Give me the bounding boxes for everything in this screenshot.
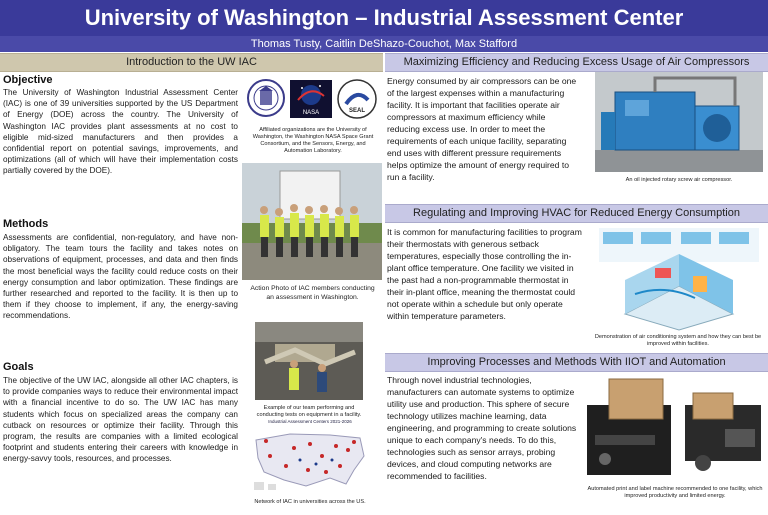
methods-text: Assessments are confidential, non-regulatory, and have non-obligatory. The team tours the facility and takes notes on observations of equipment, processes, and data and then finds the most beneficial ways the facility could reduce costs on their energy consumption and labor optimization. These findings are further researched and reported to the facility. It is then up to them if they choose to implement, if any, the energy-saving recommendations. bbox=[3, 233, 238, 321]
poster-title: University of Washington – Industrial Assessment Center bbox=[0, 0, 768, 36]
compressor-caption: An oil injected rotary screw air compressor. bbox=[625, 177, 733, 183]
objective-text: The University of Washington Industrial Assessment Center (IAC) is one of 39 universities supported by the US Department of Energy (DOE) across the country. The University of Washington IAC provides plant assessments at no cost to eligible mid-sized manufacturers and then provides a confidential report on potential savings, improvements, and optimizations (all of which will have their implementation costs partially covered by the DOE). bbox=[3, 88, 238, 176]
seal-lab-logo bbox=[336, 78, 378, 120]
goals-text: The objective of the UW IAC, alongside all other IAC chapters, is to provide companies ways to reduce their environmental impact with a financial incentive to do so. The UW IAC has many students which focus on specialized areas the company can cutback on resources or optimize their facility. Through this program, the results are companies with a limited ecological footprint and students entering their careers with knowledge in energy-savvy tools, resources, and processes. bbox=[3, 376, 238, 464]
hvac-diagram-image bbox=[595, 224, 763, 334]
team-assessment-photo bbox=[242, 163, 382, 280]
nasa-logo-text: NASA bbox=[302, 110, 320, 116]
intro-header: Introduction to the UW IAC bbox=[0, 53, 383, 72]
equipment-testing-photo bbox=[255, 322, 363, 400]
team-photo-caption: Action Photo of IAC members conducting an assessment in Washington. bbox=[250, 285, 375, 301]
equipment-photo-caption: Example of our team performing and conducting tests on equipment in a facility. bbox=[256, 405, 362, 418]
iac-network-map bbox=[250, 418, 370, 496]
compressors-header: Maximizing Efficiency and Reducing Excess Usage of Air Compressors bbox=[385, 53, 768, 72]
print-label-machine-image bbox=[585, 375, 765, 483]
nasa-space-grant-logo bbox=[290, 80, 332, 118]
goals-heading: Goals bbox=[3, 361, 34, 373]
iiot-header: Improving Processes and Methods With IIOT and Automation bbox=[385, 353, 768, 372]
logos-caption: Affiliated organizations are the University of Washington, the Washington NASA Space Grant Consortium, and the Sensors, Energy, and Automation Laboratory. bbox=[252, 127, 374, 154]
map-title: Industrial Assessment Centers 2021-2026 bbox=[268, 419, 352, 424]
methods-heading: Methods bbox=[3, 218, 49, 230]
air-compressor-image bbox=[595, 72, 763, 172]
objective-heading: Objective bbox=[3, 74, 53, 86]
uw-seal-logo bbox=[246, 78, 286, 118]
iiot-caption: Automated print and label machine recommended to one facility, which improved productivity and limited energy. bbox=[587, 486, 763, 499]
map-caption: Network of IAC in universities across the US. bbox=[254, 499, 366, 505]
hvac-header: Regulating and Improving HVAC for Reduced Energy Consumption bbox=[385, 204, 768, 223]
compressors-text: Energy consumed by air compressors can be one of the largest expenses within a manufacturing facility. It is important that facilities operate air compressors at maximum efficiency while reducing excess use. In order to meet the requirements of each unique facility, separating end uses with different pressure requirements helps optimize the amount of energy required to run a facility. bbox=[387, 76, 577, 182]
hvac-caption: Demonstration of air conditioning system and how they can best be improved within facilities. bbox=[594, 334, 762, 347]
seal-logo-text: SEAL bbox=[348, 108, 366, 114]
poster-authors: Thomas Tusty, Caitlin DeShazo-Couchot, Max Stafford bbox=[0, 36, 768, 52]
iiot-text: Through novel industrial technologies, manufacturers can automate systems to optimize utility use and production. This sphere of secure technology utilizes machine learning, data engineering, and programming to create solutions unique to each company's needs. To do this, technologies such as sensor arrays, probing devices, and cloud computing networks are recommended to facilities. bbox=[387, 375, 577, 481]
hvac-text: It is common for manufacturing facilities to program their thermostats with generous setback temperatures, especially those controlling the in-plant office temperature. One facility we visited in the past had a non-programmable thermostat in their in-plant office, meaning the thermostat could not operate within a schedule but only operate within temperature parameters. bbox=[387, 227, 582, 321]
